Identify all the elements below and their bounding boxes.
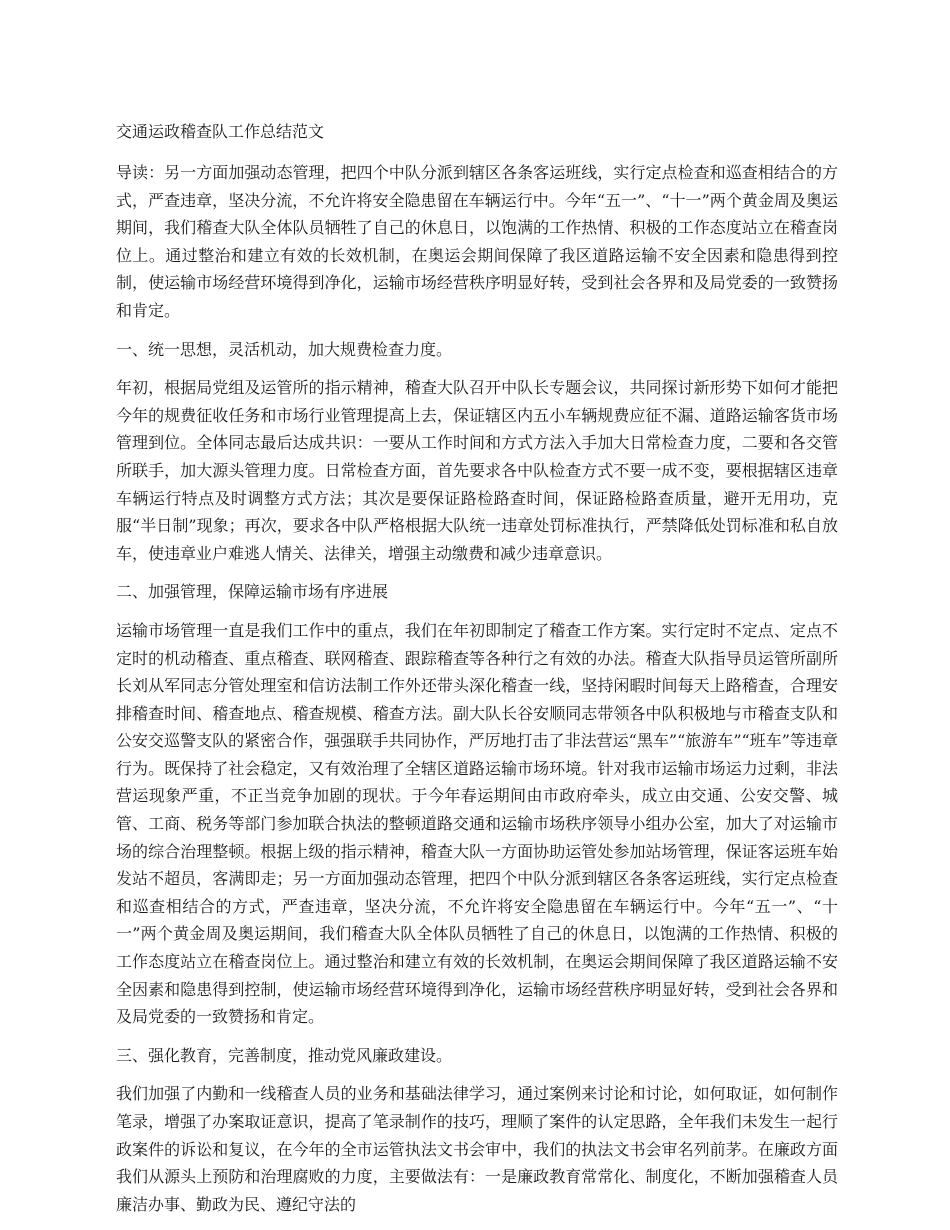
section-2-paragraph: 运输市场管理一直是我们工作中的重点，我们在年初即制定了稽查工作方案。实行定时不定点、定点不定时的机动稽查、重点稽查、联网稽查、跟踪稽查等各种行之有效的办法。稽查大队指导员运管所副所长刘从军同志分管处理室和信访法制工作外还带头深化稽查一线，坚持闲暇时间每天上路稽查，合理安排稽查时间、稽查地点、稽查规模、稽查方法。副大队长谷安顺同志带领各中队积极地与市稽查支队和公安交巡警支队的紧密合作，强强联手共同协作，严厉地打击了非法营运“黑车”“旅游车”“班车”等违章行为。既保持了社会稳定，又有效治理了全辖区道路运输市场环境。针对我市运输市场运力过剩，非法营运现象严重，不正当竞争加剧的现状。于今年春运期间由市政府牵头，成立由交通、公安交警、城管、工商、税务等部门参加联合执法的整顿道路交通和运输市场秩序领导小组办公室，加大了对运输市场的综合治理整顿。根据上级的指示精神，稽查大队一方面协助运管处参加站场管理，保证客运班车始发站不超员，客满即走；另一方面加强动态管理，把四个中队分派到辖区各条客运班线，实行定点检查和巡查相结合的方式，严查违章，坚决分流，不允许将安全隐患留在车辆运行中。今年“五一”、“十一”两个黄金周及奥运期间，我们稽查大队全体队员牺牲了自己的休息日，以饱满的工作热情、积极的工作态度站立在稽查岗位上。通过整治和建立有效的长效机制，在奥运会期间保障了我区道路运输不安全因素和隐患得到控制，使运输市场经营环境得到净化，运输市场经营秩序明显好转，受到社会各界和及局党委的一致赞扬和肯定。 [116, 620, 838, 1027]
document-page [116, 118, 838, 1218]
section-3-heading: 三、强化教育，完善制度，推动党风廉政建设。 [116, 1045, 453, 1065]
section-2-heading: 二、加强管理，保障运输市场有序进展 [116, 582, 389, 602]
section-3-paragraph: 我们加强了内勤和一线稽查人员的业务和基础法律学习，通过案例来讨论和讨论，如何取证，如何制作笔录，增强了办案取证意识，提高了笔录制作的技巧，理顺了案件的认定思路，全年我们未发生一起行政案件的诉讼和复议，在今年的全市运管执法文书会审中，我们的执法文书会审名列前茅。在廉政方面我们从源头上预防和治理腐败的力度，主要做法有：一是廉政教育常常化、制度化，不断加强稽查人员廉洁办事、勤政为民、遵纪守法的 [116, 1084, 838, 1214]
intro-paragraph: 导读：另一方面加强动态管理，把四个中队分派到辖区各条客运班线，实行定点检查和巡查相结合的方式，严查违章，坚决分流，不允许将安全隐患留在车辆运行中。今年“五一”、“十一”两个黄金周及奥运期间，我们稽查大队全体队员牺牲了自己的休息日，以饱满的工作热情、积极的工作态度站立在稽查岗位上。通过整治和建立有效的长效机制，在奥运会期间保障了我区道路运输不安全因素和隐患得到控制，使运输市场经营环境得到净化，运输市场经营秩序明显好转，受到社会各界和及局党委的一致赞扬和肯定。 [116, 163, 838, 320]
document-title: 交通运政稽查队工作总结范文 [116, 122, 325, 141]
section-1-paragraph: 年初，根据局党组及运管所的指示精神，稽查大队召开中队长专题会议，共同探讨新形势下如何才能把今年的规费征收任务和市场行业管理提高上去，保证辖区内五小车辆规费应征不漏、道路运输客货市场管理到位。全体同志最后达成共识：一要从工作时间和方式方法入手加大日常检查力度，二要和各交管所联手，加大源头管理力度。日常检查方面，首先要求各中队检查方式不要一成不变，要根据辖区违章车辆运行特点及时调整方式方法；其次是要保证路检路查时间，保证路检路查质量，避开无用功，克服“半日制”现象；再次，要求各中队严格根据大队统一违章处罚标准执行，严禁降低处罚标准和私自放车，使违章业户难逃人情关、法律关，增强主动缴费和减少违章意识。 [116, 378, 838, 563]
section-1-heading: 一、统一思想，灵活机动，加大规费检查力度。 [116, 339, 453, 359]
